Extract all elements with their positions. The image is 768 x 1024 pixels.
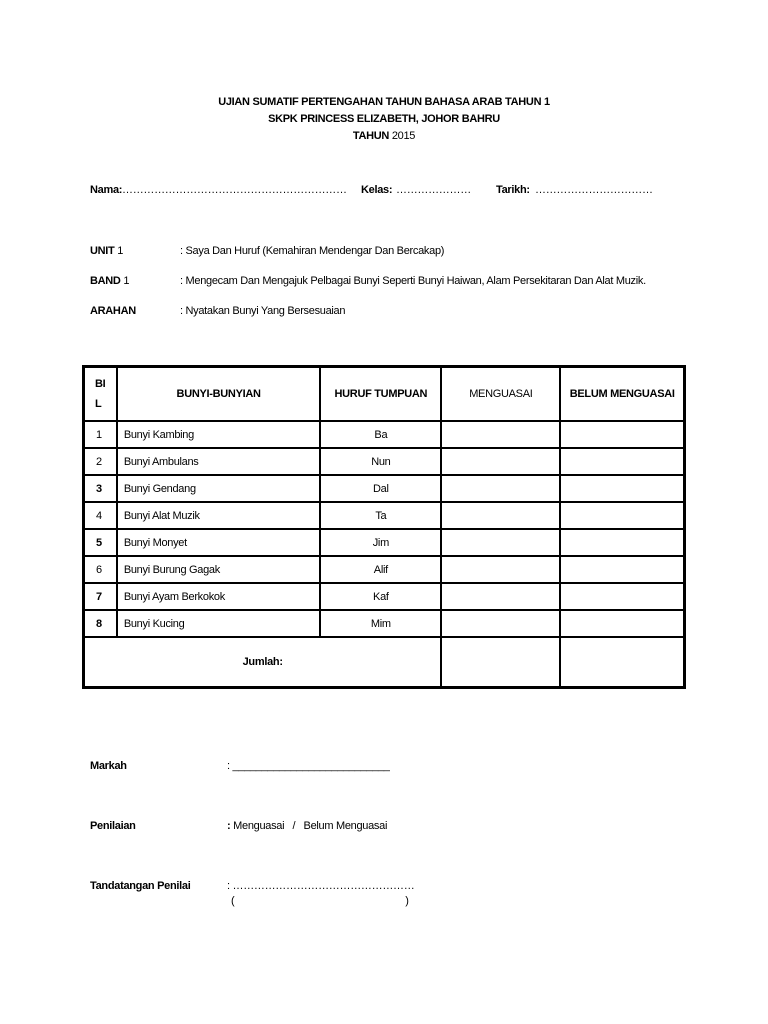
unit-value: : Saya Dan Huruf (Kemahiran Mendengar Dan Bercakap) <box>180 245 445 257</box>
row-belum-cell[interactable] <box>560 448 684 475</box>
penilaian-label: Penilaian <box>90 820 136 832</box>
jumlah-belum-cell[interactable] <box>560 637 684 688</box>
nama-field[interactable]: ……………………………………………………… <box>122 184 347 196</box>
nama-label: Nama: <box>90 184 123 196</box>
header-bil <box>84 367 117 422</box>
row-bunyi: Bunyi Burung Gagak <box>117 556 321 583</box>
row-huruf: Nun <box>320 448 441 475</box>
school-name: SKPK PRINCESS ELIZABETH, JOHOR BAHRU <box>268 113 500 125</box>
table-row <box>84 502 685 529</box>
year-label: TAHUN <box>352 130 390 142</box>
row-huruf: Kaf <box>320 583 441 610</box>
table-row <box>84 556 685 583</box>
header-bunyi: BUNYI-BUNYIAN <box>117 367 321 422</box>
row-bunyi: Bunyi Alat Muzik <box>117 502 321 529</box>
header-menguasai: MENGUASAI <box>441 367 560 422</box>
row-belum-cell[interactable] <box>560 475 684 502</box>
jumlah-label: Jumlah: <box>84 637 442 688</box>
tandatangan-label: Tandatangan Penilai <box>90 880 191 892</box>
exam-title: UJIAN SUMATIF PERTENGAHAN TAHUN BAHASA ARAB TAHUN 1 <box>218 96 550 108</box>
tandatangan-field[interactable]: : …………………………………………… <box>227 880 415 892</box>
tarikh-label: Tarikh: <box>496 184 530 196</box>
row-bil: 4 <box>84 502 117 529</box>
row-belum-cell[interactable] <box>560 529 684 556</box>
row-bil: 8 <box>84 610 117 637</box>
arahan-label: ARAHAN <box>90 305 136 317</box>
row-menguasai-cell[interactable] <box>441 421 560 448</box>
table-row <box>84 475 685 502</box>
row-bil: 1 <box>84 421 117 448</box>
row-bil: 2 <box>84 448 117 475</box>
row-huruf: Dal <box>320 475 441 502</box>
exam-header <box>0 94 768 145</box>
row-menguasai-cell[interactable] <box>441 556 560 583</box>
kelas-field[interactable]: ………………… <box>396 184 471 196</box>
band-label-text: BAND <box>90 275 121 287</box>
row-bil: 7 <box>84 583 117 610</box>
row-bil: 6 <box>84 556 117 583</box>
year-value: 2015 <box>391 130 416 142</box>
unit-label-text: UNIT <box>90 245 115 257</box>
row-belum-cell[interactable] <box>560 583 684 610</box>
unit-number: 1 <box>117 245 124 257</box>
penilaian-value: Menguasai / Belum Menguasai <box>233 820 388 832</box>
row-menguasai-cell[interactable] <box>441 475 560 502</box>
table-row <box>84 448 685 475</box>
table-row <box>84 583 685 610</box>
header-bil-line2: L <box>95 398 102 410</box>
row-huruf: Jim <box>320 529 441 556</box>
row-menguasai-cell[interactable] <box>441 583 560 610</box>
row-huruf: Mim <box>320 610 441 637</box>
penilaian-options[interactable] <box>227 820 387 832</box>
table-total-row <box>84 637 685 688</box>
row-huruf: Alif <box>320 556 441 583</box>
row-belum-cell[interactable] <box>560 556 684 583</box>
row-bunyi: Bunyi Ayam Berkokok <box>117 583 321 610</box>
table-header-row <box>84 367 685 422</box>
table-row <box>84 610 685 637</box>
assessment-table <box>82 365 686 689</box>
row-bunyi: Bunyi Monyet <box>117 529 321 556</box>
tandatangan-name-paren[interactable]: ( ) <box>231 895 409 907</box>
row-menguasai-cell[interactable] <box>441 529 560 556</box>
row-menguasai-cell[interactable] <box>441 448 560 475</box>
row-menguasai-cell[interactable] <box>441 610 560 637</box>
band-number: 1 <box>123 275 130 287</box>
arahan-value: : Nyatakan Bunyi Yang Bersesuaian <box>180 305 346 317</box>
row-huruf: Ba <box>320 421 441 448</box>
row-belum-cell[interactable] <box>560 421 684 448</box>
row-bil: 5 <box>84 529 117 556</box>
table-row <box>84 421 685 448</box>
row-belum-cell[interactable] <box>560 502 684 529</box>
penilaian-colon: : <box>227 820 231 832</box>
row-bil: 3 <box>84 475 117 502</box>
row-bunyi: Bunyi Ambulans <box>117 448 321 475</box>
header-huruf: HURUF TUMPUAN <box>320 367 441 422</box>
row-belum-cell[interactable] <box>560 610 684 637</box>
header-bil-line1: BI <box>95 378 106 390</box>
unit-label <box>90 245 123 257</box>
tarikh-field[interactable]: …………………………… <box>535 184 653 196</box>
markah-field[interactable]: : ___________________________ <box>227 760 390 772</box>
exam-year <box>0 128 768 145</box>
row-menguasai-cell[interactable] <box>441 502 560 529</box>
markah-label: Markah <box>90 760 127 772</box>
row-huruf: Ta <box>320 502 441 529</box>
kelas-label: Kelas: <box>361 184 393 196</box>
row-bunyi: Bunyi Kucing <box>117 610 321 637</box>
header-belum: BELUM MENGUASAI <box>560 367 684 422</box>
band-value: : Mengecam Dan Mengajuk Pelbagai Bunyi Seperti Bunyi Haiwan, Alam Persekitaran Dan Alat Muzik. <box>180 275 646 287</box>
band-label <box>90 275 129 287</box>
row-bunyi: Bunyi Gendang <box>117 475 321 502</box>
jumlah-menguasai-cell[interactable] <box>441 637 560 688</box>
row-bunyi: Bunyi Kambing <box>117 421 321 448</box>
table-row <box>84 529 685 556</box>
